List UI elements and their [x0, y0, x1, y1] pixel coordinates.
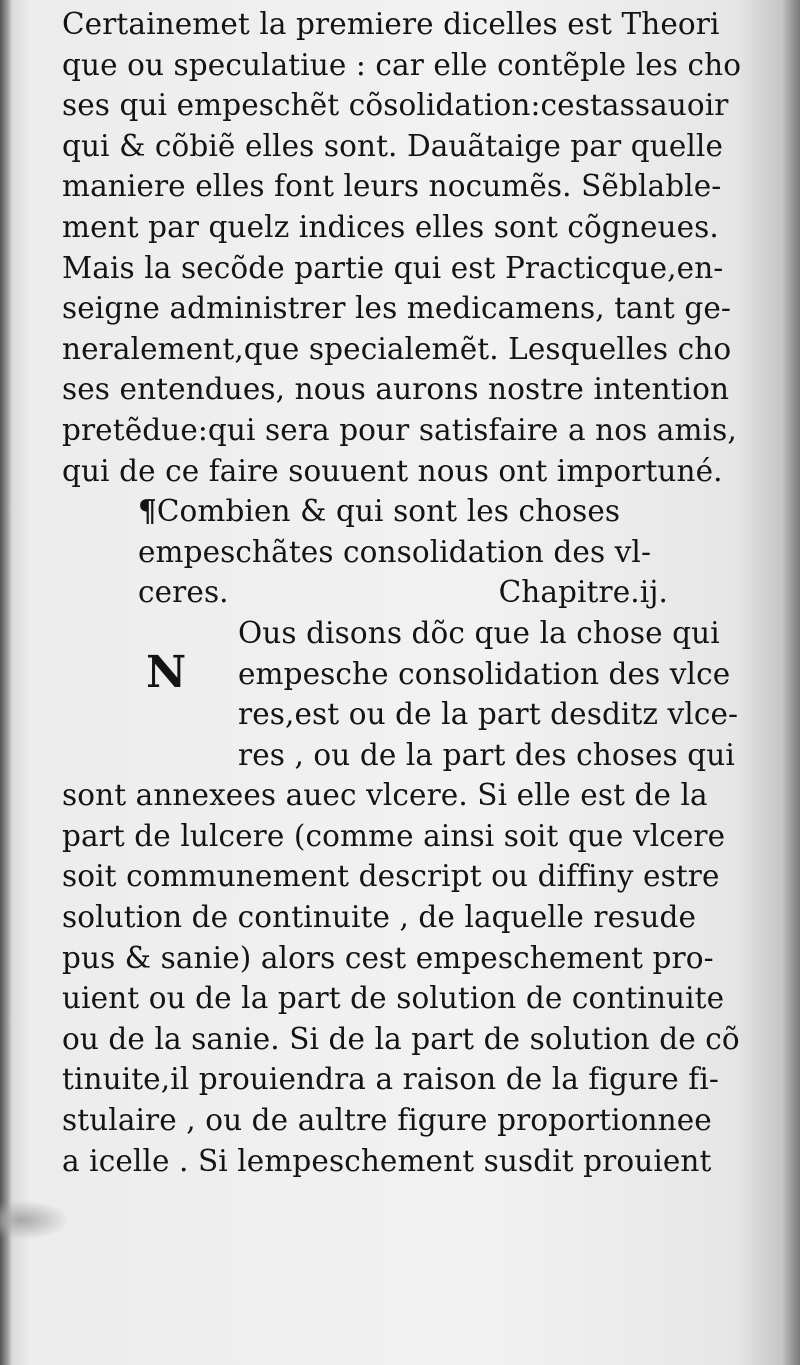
- text-line: stulaire , ou de aultre figure proportionnee: [62, 1103, 712, 1138]
- paragraph-intro: [62, 4, 762, 491]
- page-text: [62, 4, 762, 1181]
- text-line: uient ou de la part de solution de continuite: [62, 981, 725, 1016]
- text-line: ment par quelz indices elles sont cõgneues.: [62, 209, 719, 244]
- paragraph-body: [62, 775, 762, 1181]
- text-line: soit communement descript ou diffiny estre: [62, 859, 720, 894]
- text-line: Mais la secõde partie qui est Practicque,en-: [62, 250, 724, 285]
- drop-capital: N: [146, 646, 187, 698]
- text-line: neralement,que specialemẽt. Lesquelles cho: [62, 331, 732, 366]
- pilcrow-mark: ¶: [138, 493, 157, 529]
- text-line: Certainemet la premiere dicelles est Theori: [62, 7, 720, 41]
- paragraph-dropcap: [62, 613, 762, 775]
- text-line: a icelle . Si lempeschement susdit prouient: [62, 1143, 712, 1178]
- text-line: maniere elles font leurs nocumẽs. Sẽblable-: [62, 169, 722, 204]
- text-line: Ous disons dõc que la chose qui: [238, 615, 720, 650]
- text-line: empesche consolidation des vlce: [238, 656, 731, 691]
- paper-stain: [0, 1200, 70, 1240]
- heading-text: Combien & qui sont les choses: [156, 494, 621, 529]
- text-line: res , ou de la part des choses qui: [238, 737, 735, 772]
- text-line: pus & sanie) alors cest empeschement pro-: [62, 940, 714, 975]
- heading-line: empeschãtes consolidation des vl-: [138, 534, 652, 569]
- heading-line: [62, 491, 762, 532]
- text-line: ses entendues, nous aurons nostre intention: [62, 372, 730, 407]
- chapter-number: Chapitre.ij.: [498, 575, 668, 610]
- text-line: res,est ou de la part desditz vlce-: [238, 697, 739, 732]
- text-line: pretẽdue:qui sera pour satisfaire a nos amis,: [62, 412, 737, 447]
- heading-line: [62, 572, 762, 613]
- heading-text: ceres.: [138, 575, 229, 610]
- text-line: ses qui empeschẽt cõsolidation:cestassauoir: [62, 88, 729, 123]
- text-line: que ou speculatiue : car elle contẽple les cho: [62, 47, 742, 82]
- text-line: tinuite,il prouiendra a raison de la figure fi-: [62, 1062, 719, 1097]
- text-line: sont annexees auec vlcere. Si elle est de la: [62, 778, 708, 813]
- text-line: qui & cõbiẽ elles sont. Dauãtaige par quelle: [62, 128, 724, 163]
- text-line: part de lulcere (comme ainsi soit que vlcere: [62, 818, 726, 853]
- chapter-heading: [62, 491, 762, 613]
- page-gutter-shadow: [0, 0, 12, 1365]
- text-line: qui de ce faire souuent nous ont importuné.: [62, 453, 723, 488]
- text-line: seigne administrer les medicamens, tant ge-: [62, 291, 731, 326]
- text-line: ou de la sanie. Si de la part de solution de cõ: [62, 1021, 740, 1056]
- text-line: solution de continuite , de laquelle resude: [62, 900, 697, 935]
- page-edge-shadow: [782, 0, 800, 1365]
